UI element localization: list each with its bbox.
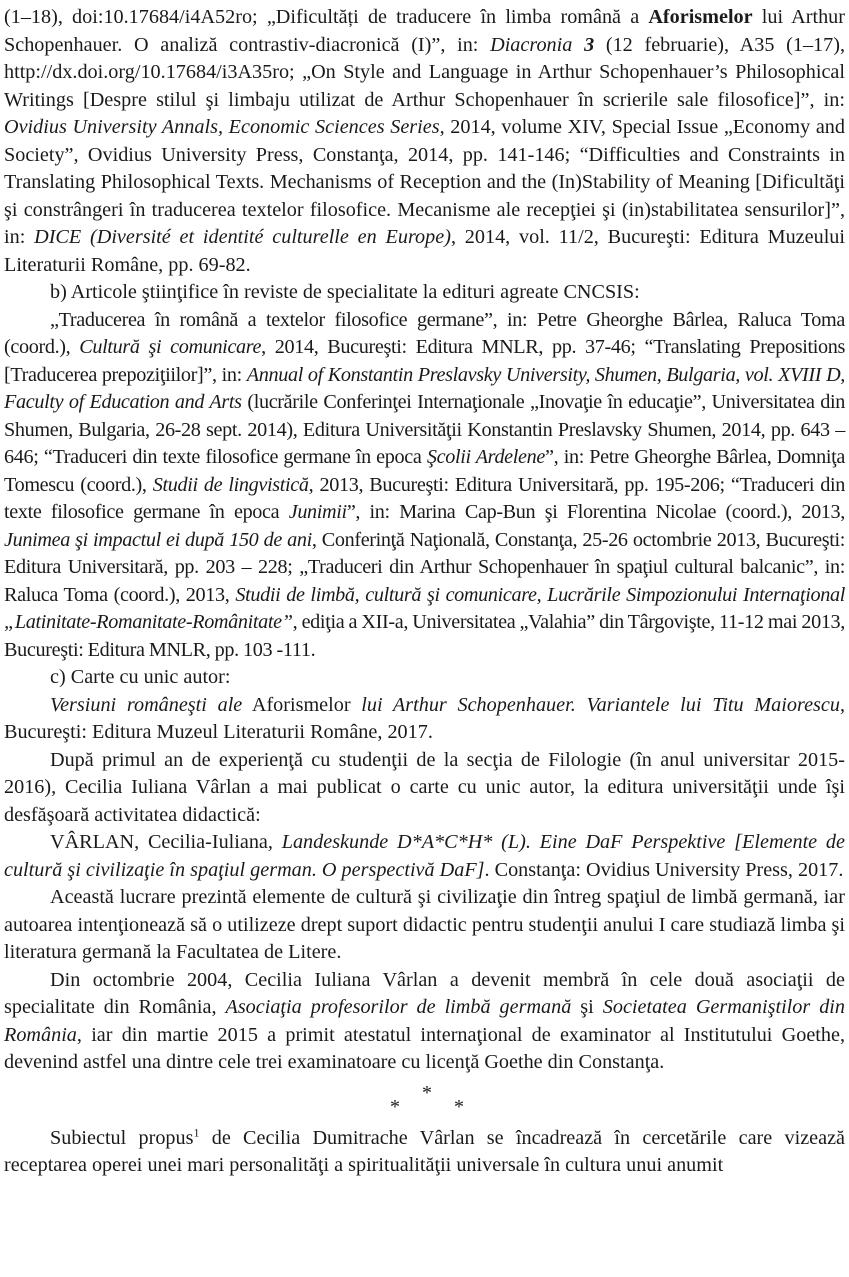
text-run: , iar din martie 2015 a primit atestatul internaţional de examinator al Institutului Goethe, devenind astfel una dintre cele trei examinatoare cu licenţă Goethe din Constanţa. — [4, 1023, 845, 1073]
separator-star-right: * — [454, 1095, 464, 1118]
text-run: (12 februarie), A35 (1–17), http://dx.doi.org/10.17684/i3A35ro; „On Style and Language in Arthur Schopenhauer’s Philosophical Writings [Despre stilul şi limbaju utilizat de Arthur Schopenhauer în scrierile sale filosofice]”, in: — [4, 33, 846, 111]
era-title: Junimii — [288, 501, 347, 523]
heading-b: b) Articole ştiinţifice în reviste de specialitate la edituri agreate CNCSIS: — [50, 281, 640, 303]
section-separator — [4, 1077, 845, 1125]
text-run: (1–18), doi:10.17684/i4A52ro; „Dificultăți de traducere în limba română a — [4, 6, 649, 28]
text-run: ”, in: Petre Gheorghe Bârlea, Domniţa Tomescu (coord.), — [4, 446, 845, 496]
book-title: Versiuni româneşti ale — [50, 693, 243, 716]
separator-star-top: * — [422, 1081, 432, 1104]
journal-issue: 3 — [584, 33, 595, 56]
paragraph-publications-continued — [4, 0, 845, 279]
book-title: Junimea şi impactul ei după 150 de ani — [4, 528, 312, 551]
journal-title: Diacronia — [490, 33, 573, 56]
paragraph-work-description: Această lucrare prezintă elemente de cultură şi civilizaţie din întreg spaţiul de limbă germană, iar autoarea intenţionează să o utilizeze drept suport didactic pentru studenţii anului I care studiază limba şi literatura germană la Facultatea de Litere. — [4, 886, 845, 963]
association-name: Asociaţia profesorilor de limbă germană — [225, 996, 572, 1018]
heading-c: c) Carte cu unic autor: — [50, 666, 231, 688]
text-run: (lucrările Conferinţei Internaţionale „Inovaţie în educaţie”, Universitatea din Shumen, Bulgaria, 26-28 sept. 2014), Editura Universităţii Konstantin Preslavsky Shumen, 2014, pp. 643 – 646; “Traduceri din texte filosofice germane în epoca — [4, 391, 845, 468]
text-run: , 2014, volume XIV, Special Issue „Economy and Society”, Ovidius University Press, Constanţa, 2014, pp. 141-146; “Difficulties and Constraints in Translating Philosophical Texts. Mechanisms of Reception and the (In)Stability of Meaning [Dificultăţi şi constrângeri în traducerea textelor filosofice. Mecanisme ale recepţiei şi (in)stabilitatea sensurilor]”, in: — [4, 116, 845, 248]
book-title: lui Arthur Schopenhauer. Variantele lui Titu Maiorescu — [361, 693, 840, 716]
book-title: , Landeskunde D*A*C*H* (L). Eine DaF Perspektive [Elemente de cultură şi civilizaţie în spaţiul german. O perspectivă DaF] — [4, 831, 845, 881]
text-run: . Constanţa: Ovidius University Press, 2017. — [484, 858, 844, 881]
separator-star-left: * — [390, 1095, 400, 1118]
text-run: , 2014, Bucureşti: Editura MNLR, pp. 37-46; “Translating Prepositions [Traducerea prepoziţiilor]”, in: — [4, 336, 845, 386]
journal-title: DICE (Diversité et identité culturelle en Europe) — [34, 226, 451, 248]
journal-title: Ovidius University Annals, Economic Sciences Series — [4, 116, 440, 138]
text-run: , 2014, vol. 11/2, Bucureşti: Editura Muzeului Literaturii Române, pp. 69-82. — [4, 226, 846, 276]
text-run: Din octombrie 2004, Cecilia Iuliana Vârlan a devenit membră în cele două asociaţii de specialitate din România, — [4, 968, 845, 1018]
text-run: lui Arthur Schopenhauer. O analiză contrastiv-diacronică (I)”, in: — [4, 6, 845, 56]
book-title: Cultură şi comunicare — [79, 336, 262, 358]
text-run: , ediţia a XII-a, Universitatea „Valahia” din Târgovişte, 11-12 mai 2013, Bucureşti: Editura MNLR, pp. 103 -111. — [4, 611, 845, 661]
author-name: VÂRLAN, Cecilia-Iuliana — [50, 831, 268, 853]
text-run: Aforismelor — [242, 693, 362, 716]
paragraph-subject — [4, 1125, 845, 1180]
text-run: , 2013, Bucureşti: Editura Universitară, pp. 195-206; “Traduceri din texte filosofice germane în epoca — [4, 473, 845, 523]
paragraph-articles — [4, 307, 845, 665]
text-run: , Bucureşti: Editura Muzeul Literaturii Române, 2017. — [4, 693, 845, 743]
text-run: şi — [571, 996, 603, 1018]
footnote-marker[interactable]: 1 — [193, 1124, 200, 1139]
book-title: Studii de lingvistică — [152, 473, 309, 496]
bold-title: Aforismelor — [648, 6, 753, 28]
paragraph-associations — [4, 967, 845, 1077]
era-title: Şcolii Ardelene — [426, 446, 546, 468]
association-name: Societatea Germaniştilor din România — [4, 996, 846, 1046]
journal-title: Annual of Konstantin Preslavsky University, Shumen, Bulgaria, vol. XVIII D, Faculty of Education and Arts — [4, 363, 845, 413]
text-run: „Traducerea în română a textelor filosofice germane”, in: Petre Gheorghe Bârlea, Raluca Toma (coord.), — [4, 308, 845, 358]
paragraph-experience: După primul an de experienţă cu studenţii de la secţia de Filologie (în anul universitar 2015-2016), Cecilia Iuliana Vârlan a mai publicat o carte cu unic autor, la editura universităţii unde îşi desfăşoară activitatea didactică: — [4, 748, 845, 826]
paragraph-book — [4, 692, 845, 747]
paragraph-varlan-book — [4, 829, 845, 884]
text-run: de Cecilia Dumitrache Vârlan se încadrează în cercetările care vizează receptarea operei unei mari personalităţi a spiritualităţii universale în cultura unui anumit — [4, 1126, 845, 1176]
text-run: , Conferinţă Naţională, Constanţa, 25-26 octombrie 2013, Bucureşti: Editura Universitară, pp. 203 – 228; „Traduceri din Arthur Schopenhauer în spaţiul cultural balcanic”, in: Raluca Toma (coord.), 2013, — [4, 528, 846, 606]
text-run: ”, in: Marina Cap-Bun şi Florentina Nicolae (coord.), 2013, — [346, 501, 845, 523]
text-run: Subiectul propus — [50, 1126, 194, 1149]
book-title: Studii de limbă, cultură şi comunicare, Lucrările Simpozionului Internaţional „Latinitate-Romanitate-Românitate” — [4, 583, 845, 633]
